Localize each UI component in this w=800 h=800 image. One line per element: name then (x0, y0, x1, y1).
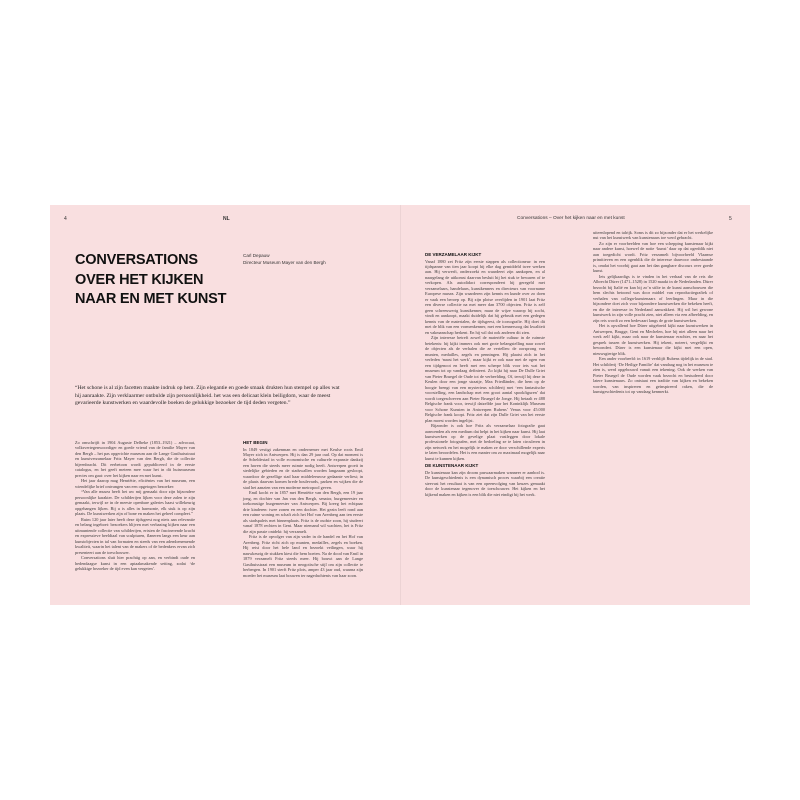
paragraph: Conversations sluit hier prachtig op aan, en verbindt oude en hedendaagse kunst in een aptaakmakende setting, zodat ‘de gelukkige bezoeker de tijd even kan vergeten’. (75, 555, 195, 572)
author-name: Carl Depauw (243, 253, 270, 258)
intro-quote: “Het schone is al zijn facetten maakte indruk op hem. Zijn elegantie en goede smaak drukten hun stempel op alles wat hij aanraakte. Zijn verklaarmer ontbulde zijn persoonlijkheid. het was een delicaat klein beiligdom, waar de meest gevarieerde kunstwerken en waardevolle boeken de gelukkige bezoeker de tijd deden vergeten.” (75, 385, 340, 407)
body-column-1 (75, 440, 195, 572)
author-block (243, 252, 326, 266)
paragraph: Zijn interesse betreft zowel de materiële cultuur in de ruimste betekenis: hij kijkt immers ook met grote belangstelling naar zowel de objecten als de verhalen die ze vertellen: de oorsprong van munten, medailles, zegels en penningen. Hij plaatst zich in het verleden ‘naast het werk’, maar kijkt er ook naar met de ogen van een tijdgenoot en heeft met een scherpe blik voor iets wat het museum tot op vandaag definieert. Zo kijkt hij naar De Dulle Griet van Pieter Bruegel de Oude tot de verbeelding. Of, terwijl hij deze in Keulen door een jonge straatje, Max Friedländer, die hem op de hoogte brengt van een mysterieus schilderij met ‘een fantastische voorstelling, een landschap met een groot aantal spookfiguren’ dat wordt toegeschreven aan Pieter Bruegel de Jonge. Hij betaalt er 488 Belgische frank voor, terwijl datzelfde jaar het Koninklijk Museum voor Schone Kunsten in Antwerpen Rubens’ Venus voor 45.000 Belgische frank koopt. Fritz ziet dat zijn Dulle Griet van het eerste plan moest worden ingelijst. (425, 335, 545, 423)
title-line: NAAR EN MET KUNST (75, 291, 227, 307)
author-role: Directeur Museum Mayer van den Bergh (243, 260, 326, 266)
title-line: CONVERSATIONS (75, 252, 198, 268)
paragraph: Fritz is de opvolger van zijn vader in de handel en het Hof van Arenberg. Fritz richt zich op munten, medailles, zegels en boeken. Hij reist door het hele land en bezoekt veilingen, waar hij nauwkeurig de stukken kiest die hem boeien. Na de dood van Emil in 1879 verzamelt Fritz steeds meer. Hij bouwt aan de Lange Gasthuisstraat een museum in neogotische stijl om zijn collectie te herbergen. In 1901 sterft Fritz plots, amper 43 jaar oud, waarna zijn moeder het museum laat bouwen ter nagedachtenis van haar zoon. (243, 534, 363, 578)
body-column-2 (243, 440, 363, 578)
paragraph: Het jaar daarop mag Henriëtte, eficiëntes van het museum, een wiendelijke brief ontvangen van een opgetogen bezoeker: (75, 478, 195, 489)
paragraph: Zo omschrijft in 1904 Auguste Delbeke (1853–1921) – advocaat, volksvertegenwoordiger en goede vriend van de familie Mayer van den Bergh – het pas opgerichte museum aan de Lange Gasthuisstraat en kunstverzamelaar Fritz Mayer van den Bergh, die de collectie bijeenbracht. Dit eerbetoon wordt gepubliceerd in de eerste catalogus, en het geeft meteen mee waar het in dit huismuseum precies om gaat: over het kijken naar en met kunst. (75, 440, 195, 478)
paragraph: In 1849 vestigt zakenman en ondernemer met Keulse roots Emil Mayer zich in Antwerpen. Hij is dan 29 jaar oud. Op dat moment is de Scheldestad in volle economische en culturele expansie dankzij een haven die steeds meer ruimte nodig heeft. Antwerpen groeit in stedelijke gebieden en de stadswallen worden langzaam gesloopt, waardoor de gezellige stad haar middeleeuwse gedaante verliest; in de plaats daarvan komen brede boulevards, parken en wijken die de stad het aanzien van een moderne metropool geven. (243, 446, 363, 490)
paragraph: De kunstenaar kan zijn droom paswaarmaken wanneer er aanbod is. De kunstgeschiedenis is een dynamisch proces waarbij een creatie steevast het resultaat is van een opeenvolging van keuzes gemaakt door de kunstenaar tegenover de toeschouwer. Het kijken en het kijkend maken en kijken is een blik die niet eindigt bij het werk. (425, 469, 545, 497)
page-gutter (400, 205, 401, 605)
paragraph: Zo zijn er voorbeelden van hoe een schepping kunstenaar kijkt naar andere kunst, hoewel de notie ‘kunst’ daar op dat ogenblik niet aan toegedicht wordt. Fritz verzamelt bijvoorbeeld Vlaamse primitieven en een ogenblik die de interesse daarvoor ombestaande is, omdat het voorbij gaat aan het dan gangbare discours over goede kunst. (593, 240, 713, 274)
right-page-number: 5 (729, 216, 732, 222)
paragraph: Emil kocht er in 1857 met Henriëtte van den Bergh, een 19 jaar jong, en dochter van Jan van den Bergh, senator, burgemeester en toekomstige burgemeester van Antwerpen. Bij kreeg het echtpaar drie kinderen: twee zonen en een dochter. Het gezin leeft rond aan een ruime woning en schaft zich het Hof van Arenberg aan ten eerste als stadspaleis met binnenplaats. Fritz is de oudste zoon, hij studeert vanaf 1878 rechten in Gent. Maar niemand wil wachten, het is Fritz die zijn passie ontdekt: hij verzamelt. (243, 490, 363, 534)
paragraph: Het is opvallend hoe Dürer uitgebreid kijkt naar kunstwerken in Antwerpen, Brugge, Gent en Mechelen, hoe hij niet alleen naar het werk zelf kijkt, maar ook naar de kunstenaar erachter, en naar het gesprek tussen de kunstwerken. Hij tekent, noteert, vergelijkt en bewondert. Dürer is een kunstenaar die kijkt met een open, nieuwsgierige blik. (593, 323, 713, 356)
body-column-4 (593, 230, 713, 395)
left-page-number: 4 (64, 216, 67, 222)
paragraph: Bijzonder is ook hoe Fritz als verzamelaar fotografie gaat aanwenden als een medium dat helpt in het kijken naar kunst. Hij laat kunstwerken op de gevelige plaat vastleggen door lokale professionele fotografen, met de bedoeling ze te laten circuleren in zijn netwerk en het mogelijk te maken ze door verschillende experts te laten beoordelen. Het is een manier om zo maximaal mogelijk naar kunst te kunnen kijken. (425, 423, 545, 461)
paragraph: Vanaf 1880 zet Fritz zijn eerste stappen als collectioneur: in een tijdspanne van tien jaar koopt hij elke dag gemiddeld twee werken aan. Hij verwerft, onderzoekt en waardeert zijn aankopen, en al naargelang de uitkomst daarvan besluit hij het stuk te bewaren of te verkopen. Als autodidact correspondeert hij geregeld met verzamelaars, handelaars, kunstkenners en directeurs van voorname Europese musea. Zijn waarderen zijn kennis en kunde over zo doen er vaak een beroep op. Bij zijn plotse overlijden in 1901 laat Fritz een diverse collectie na met meer dan 3700 objecten. Fritz is zelf geen schreeuwerig kunstkenner, maar de wijze waarop hij zocht, vindt en aankoopt, maakt duidelijk dat hij gebruik met een gedegen kennis van de materialen, de tijdsgeest, de iconografie. Hij doet dit met de blik van een vormenkenner, met een kennersoog dat kwaliteit en vakmanschap herkent. En hij wil dat ook anderen dit zien. (425, 258, 545, 335)
section-heading: HET BEGIN (243, 440, 268, 445)
left-page-credit: NL (223, 216, 230, 222)
article-title (75, 251, 226, 310)
paragraph: Een ander voorbeeld: in 1619 verblijft Rubens tijdelijk in de stad. Het schilderij ‘De Heilige Familie’ dat vandaag nog in het museum te zien is, werd opgebouwd vanuit een tekening. Ook de werken van Pieter Bruegel de Oude worden vaak bezocht en bestudeerd door latere kunstenaars. Zo ontstaat een traditie van kijken en bekeken worden, van inspireren en geïnspireerd raken, die de kunstgeschiedenis tot op vandaag kenmerkt. (593, 356, 713, 395)
section-heading: DE KUNSTENAAR KIJKT (425, 463, 479, 469)
body-column-3 (425, 252, 545, 497)
paragraph: uiteenlopend en talrijk. Soms is dit zo bijzonder dat er het werkelijke nut van het kunstwerk van kunstenaars toe werd gebracht. (593, 230, 713, 241)
running-header: Conversations – Over het kijken naar en met kunst (517, 216, 625, 221)
book-spread (50, 205, 750, 605)
paragraph: Iets gelijkaardigs is te vinden in het verhaal van de reis die Albrecht Dürer (1471–1528) in 1520 maakt in de Nederlanden. Dürer bezocht bij Italië en kan bij zo’n stilte in de kunst aanschouwen die hem slechts betoond was door middel van reproductiegrafiek of verhalen van collega-kunstenaars of leerlingen. Maar in die bijzondere doet zich voor bijzondere kunstwerken die bekeken heeft, en die de interesse in Nederland aanwakkert. Hij wil het gewone kunstwerk in zijn volle pracht zien, niet alleen via een afbeelding, en zijn reis wordt zo een bedevaart langs de grote kunstwerken. (593, 273, 713, 323)
title-line: OVER HET KIJKEN (75, 271, 204, 288)
section-heading: DE VERZAMELAAR KIJKT (425, 252, 482, 257)
paragraph: “Van alle musea heeft het uw mij gemaakt door zijn bijzondere persoonlijke karakter. De schilderijen lijken voor deze zalen te zijn gemaakt, terwijl ze in de meeste openbare galeries haast willekeurig opgehangen lijken. Bij u is alles in harmonie, elk stuk is op zijn plaats. De kunstwerken zijn of bone en maken het geheel compleet.” (75, 489, 195, 517)
paragraph: Ruim 120 jaar later heeft deze tijdsgeest nog niets aan relevantie en belang ingeboet: bezoekers blijven met verbazing kijken naar een uitmuntende collectie van schilderijen, ertsten de fascinerende kracht en expressieve beeldtaal van sculpturen, flaneren langs een keur aan kunstobjecten in tal van formaten en steeds van een adembenemende kwaliteit, waarin het talent van de makers of de bedenkers ervan zich presenteert aan de toeschouwer. (75, 516, 195, 555)
